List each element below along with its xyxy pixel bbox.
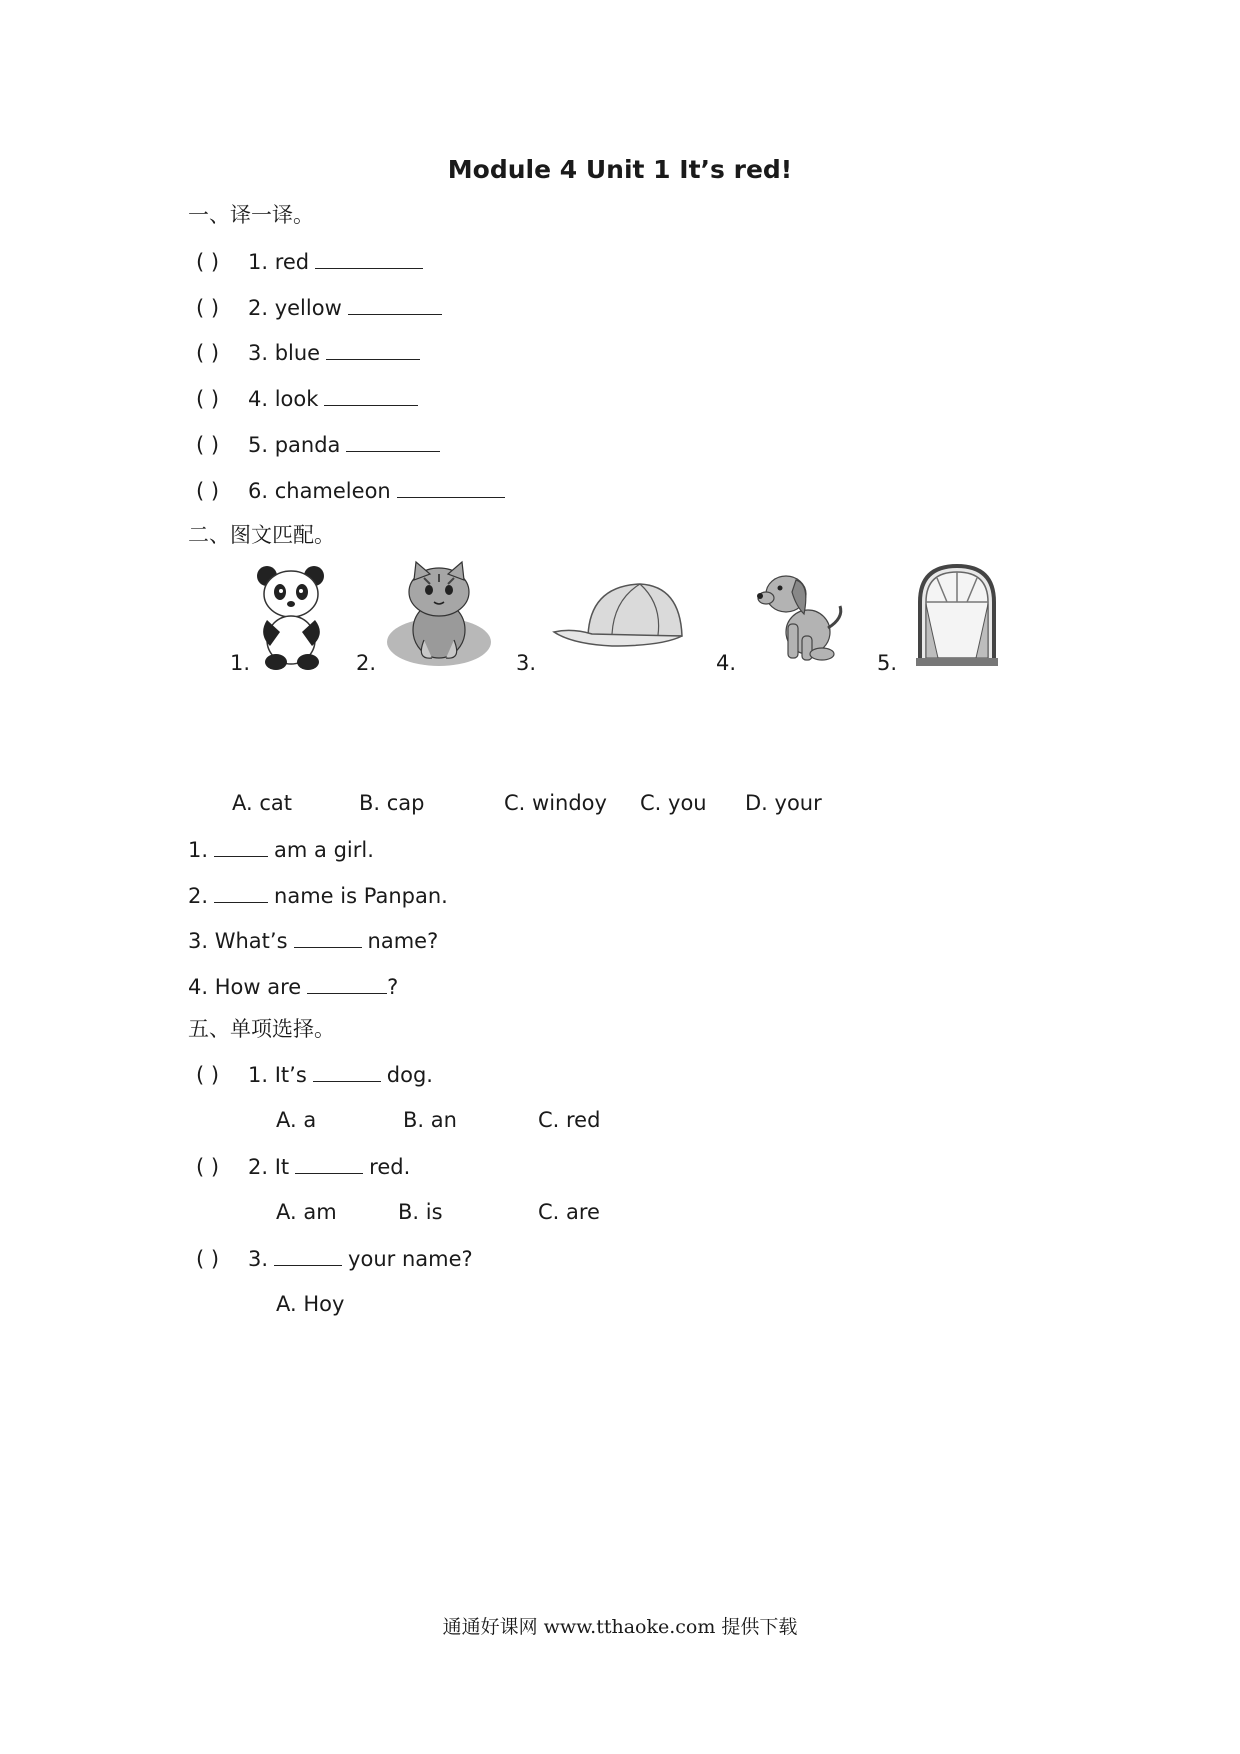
section1-heading: 一、译一译。 [188, 203, 314, 227]
answer-paren: ( ) [196, 1063, 220, 1087]
sentence-suffix: name is Panpan. [274, 884, 448, 908]
word: 2. yellow [248, 296, 342, 320]
answer-blank[interactable] [294, 925, 362, 948]
translate-item [196, 475, 505, 506]
choice-option: B. is [398, 1200, 443, 1224]
fill-in-sentence [188, 925, 438, 956]
answer-blank[interactable] [274, 1243, 342, 1266]
worksheet-title: Module 4 Unit 1 It’s red! [447, 155, 793, 184]
question-prefix: 2. It [248, 1155, 290, 1179]
answer-blank[interactable] [397, 475, 505, 498]
answer-paren: ( ) [196, 433, 220, 457]
word: 6. chameleon [248, 479, 391, 503]
option-item: C. you [640, 791, 707, 815]
word: 3. blue [248, 341, 321, 365]
picture-number: 3. [516, 651, 537, 675]
picture-number: 2. [356, 651, 377, 675]
fill-in-sentence [188, 834, 374, 865]
dog-icon [752, 566, 848, 666]
panda-icon [252, 562, 332, 672]
sentence-prefix: 2. [188, 884, 209, 908]
word: 5. panda [248, 433, 341, 457]
answer-paren: ( ) [196, 296, 220, 320]
picture-number: 4. [716, 651, 737, 675]
translate-item [196, 337, 420, 368]
sentence-prefix: 1. [188, 838, 209, 862]
option-item: D. your [745, 791, 822, 815]
fill-in-sentence [188, 880, 448, 911]
choice-option: A. Hoy [276, 1292, 345, 1316]
footer-watermark: 通通好课网 www.tthaoke.com 提供下载 [442, 1616, 798, 1638]
question-suffix: dog. [386, 1063, 433, 1087]
answer-blank[interactable] [214, 880, 268, 903]
option-item: B. cap [359, 791, 425, 815]
cap-icon [552, 580, 688, 650]
answer-blank[interactable] [307, 971, 387, 994]
sentence-prefix: 4. How are [188, 975, 302, 999]
sentence-suffix: ? [387, 975, 399, 999]
picture-number: 1. [230, 651, 251, 675]
question-suffix: your name? [348, 1247, 473, 1271]
answer-blank[interactable] [324, 383, 418, 406]
translate-item [196, 429, 440, 460]
choice-option: C. are [538, 1200, 600, 1224]
answer-paren: ( ) [196, 479, 220, 503]
choice-option: A. am [276, 1200, 337, 1224]
choice-question [196, 1243, 473, 1274]
cat-icon [384, 560, 496, 670]
answer-blank[interactable] [313, 1059, 381, 1082]
window-icon [912, 562, 1002, 668]
answer-paren: ( ) [196, 341, 220, 365]
answer-paren: ( ) [196, 387, 220, 411]
answer-paren: ( ) [196, 1155, 220, 1179]
word: 4. look [248, 387, 319, 411]
answer-blank[interactable] [295, 1151, 363, 1174]
question-prefix: 1. It’s [248, 1063, 307, 1087]
choice-option: B. an [403, 1108, 457, 1132]
picture-number: 5. [877, 651, 898, 675]
answer-paren: ( ) [196, 250, 220, 274]
question-prefix: 3. [248, 1247, 269, 1271]
translate-item [196, 246, 423, 277]
answer-blank[interactable] [348, 292, 442, 315]
sentence-prefix: 3. What’s [188, 929, 288, 953]
answer-paren: ( ) [196, 1247, 220, 1271]
choice-option: C. red [538, 1108, 601, 1132]
translate-item [196, 292, 442, 323]
sentence-suffix: am a girl. [274, 838, 374, 862]
section5-heading: 五、单项选择。 [188, 1017, 335, 1041]
section2-heading: 二、图文匹配。 [188, 523, 335, 547]
option-item: C. windoy [504, 791, 607, 815]
answer-blank[interactable] [346, 429, 440, 452]
answer-blank[interactable] [315, 246, 423, 269]
choice-question [196, 1059, 433, 1090]
question-suffix: red. [369, 1155, 411, 1179]
fill-in-sentence [188, 971, 398, 1002]
answer-blank[interactable] [326, 337, 420, 360]
translate-item [196, 383, 418, 414]
choice-option: A. a [276, 1108, 317, 1132]
sentence-suffix: name? [367, 929, 439, 953]
choice-question [196, 1151, 410, 1182]
option-item: A. cat [232, 791, 292, 815]
answer-blank[interactable] [214, 834, 268, 857]
word: 1. red [248, 250, 310, 274]
